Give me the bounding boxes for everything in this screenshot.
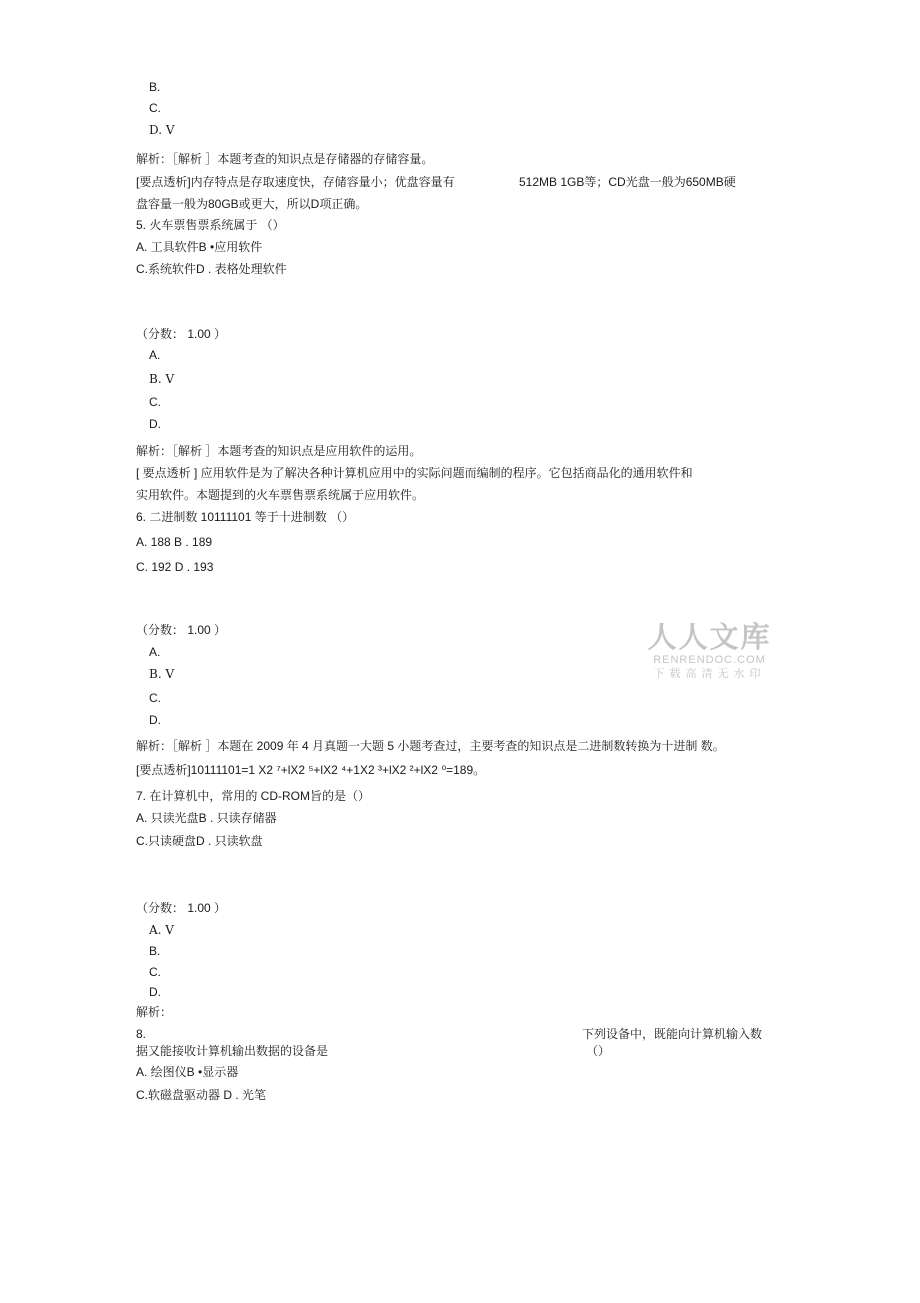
question-5-choices-ab: A. 工具软件B •应用软件: [136, 240, 263, 254]
question-6-analysis: 解析：［解析 ］本题在 2009 年 4 月真题一大题 5 小题考查过，主要考查的知识点是二进制数转换为十进制 数。: [136, 739, 725, 753]
question-5-option-d: D.: [149, 417, 161, 431]
question-7-stem: 7. 在计算机中，常用的 CD-ROM旨的是（）: [136, 789, 371, 803]
watermark-logo: 人人文库: [647, 620, 772, 654]
question-7-option-b: B.: [149, 944, 161, 958]
question-5-analysis: 解析：［解析 ］本题考查的知识点是应用软件的运用。: [136, 444, 422, 458]
analysis-text: 解析：［解析 ］本题考查的知识点是存储器的存储容量。: [136, 152, 434, 166]
question-8-choices-ab: A. 绘图仪B •显示器: [136, 1065, 239, 1079]
question-5-option-b: B. V: [149, 372, 175, 386]
question-5-score: （分数： 1.00 ）: [136, 327, 227, 341]
option-c: C.: [149, 101, 161, 115]
question-5-choices-cd: C.系统软件D . 表格处理软件: [136, 262, 287, 276]
question-7-option-d: D.: [149, 985, 161, 999]
question-8-choices-cd: C.软磁盘驱动器 D . 光笔: [136, 1088, 267, 1102]
question-6-keypoint: [要点透析]10111101=1 X2 ⁷+lX2 ⁵+lX2 ⁴+1X2 ³+lX2 ²+lX2 ⁰=189。: [136, 763, 486, 777]
option-d: D. V: [149, 123, 175, 137]
question-7-score: （分数： 1.00 ）: [136, 901, 227, 915]
keypoint-text-cont: 512MB 1GB等；CD光盘一般为650MB硬: [519, 175, 736, 189]
watermark-tagline: 下载高清无水印: [653, 668, 766, 680]
question-5-option-a: A.: [149, 348, 161, 362]
question-6-stem: 6. 二进制数 10111101 等于十进制数 （）: [136, 510, 355, 524]
question-8-number: 8.: [136, 1027, 147, 1041]
keypoint-text-line2: 盘容量一般为80GB或更大，所以D项正确。: [136, 197, 368, 211]
question-6-option-c: C.: [149, 691, 161, 705]
question-6-score: （分数： 1.00 ）: [136, 623, 227, 637]
question-6-option-d: D.: [149, 713, 161, 727]
watermark-url: RENRENDOC.COM: [653, 654, 766, 666]
question-5-keypoint-line2: 实用软件。本题提到的火车票售票系统属于应用软件。: [136, 488, 425, 502]
question-8-stem-right: 下列设备中，既能向计算机输入数: [582, 1027, 763, 1041]
question-7-analysis: 解析：: [136, 1005, 173, 1019]
question-6-option-b: B. V: [149, 667, 175, 681]
question-7-choices-ab: A. 只读光盘B . 只读存储器: [136, 811, 277, 825]
question-6-choices-cd: C. 192 D . 193: [136, 560, 214, 574]
question-5-stem: 5. 火车票售票系统属于 （）: [136, 218, 285, 232]
question-6-choices-ab: A. 188 B . 189: [136, 535, 213, 549]
question-8-paren: （）: [586, 1044, 611, 1058]
question-7-option-a: A. V: [149, 923, 174, 937]
keypoint-text: [要点透析]内存特点是存取速度快，存储容量小；优盘容量有: [136, 175, 455, 189]
question-6-option-a: A.: [149, 645, 161, 659]
question-8-stem-left: 据又能接收计算机输出数据的设备是: [136, 1044, 329, 1058]
option-b: B.: [149, 80, 161, 94]
question-7-option-c: C.: [149, 965, 161, 979]
question-5-keypoint: [ 要点透析 ] 应用软件是为了解决各种计算机应用中的实际问题而编制的程序。它包括商品化的通用软件和: [136, 466, 693, 480]
question-5-option-c: C.: [149, 395, 161, 409]
question-7-choices-cd: C.只读硬盘D . 只读软盘: [136, 834, 263, 848]
watermark: [647, 620, 772, 681]
